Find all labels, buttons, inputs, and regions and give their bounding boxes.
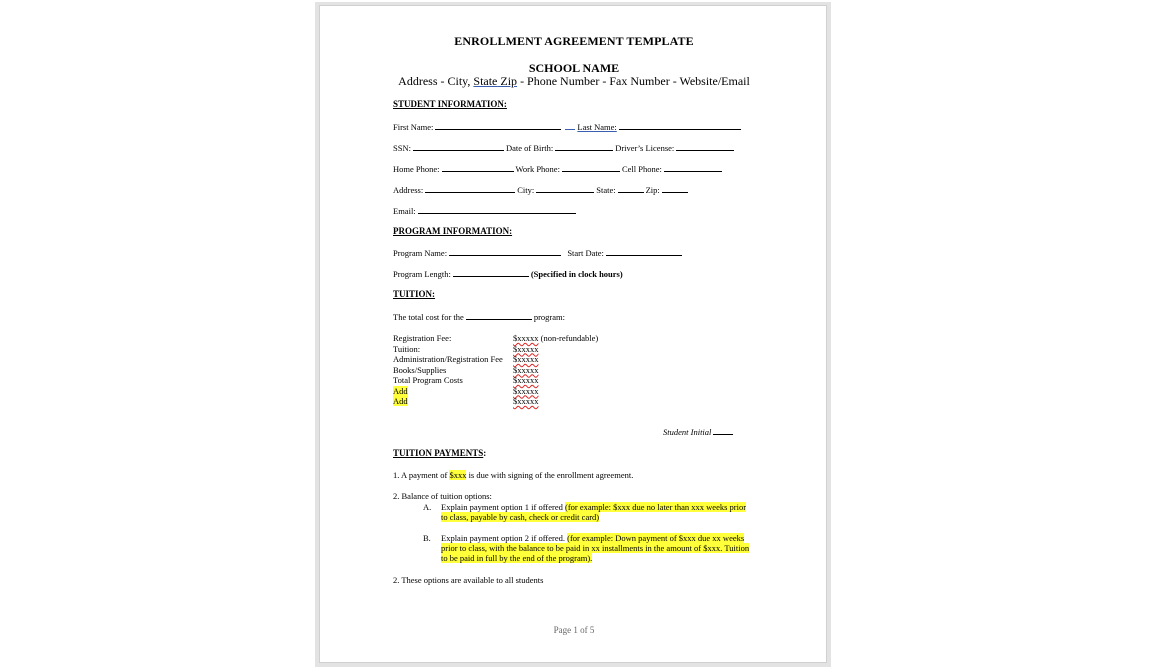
last-name-label: Last Name: (577, 122, 617, 132)
fee-amount-note: (non-refundable) (538, 333, 599, 343)
option-a-description: Explain payment option 1 if offered (441, 502, 566, 512)
program-length-row (393, 269, 623, 279)
work-phone-field[interactable] (562, 164, 620, 172)
document-page (319, 5, 827, 663)
phone-row (393, 164, 724, 174)
fee-label (393, 365, 446, 375)
school-name: SCHOOL NAME (528, 61, 620, 75)
cell-phone-label: Cell Phone: (621, 164, 662, 174)
total-cost-row (393, 312, 565, 322)
home-phone-field[interactable] (442, 164, 514, 172)
option-a-letter: A. (423, 502, 432, 512)
fee-label (393, 354, 503, 364)
fee-label-text: Registration Fee: (393, 333, 452, 343)
address-zip: Zip (497, 74, 518, 88)
tuition-heading: TUITION: (393, 289, 436, 299)
student-initial-label: Student Initial (663, 427, 712, 437)
fee-amount (513, 375, 539, 385)
fee-amount (513, 396, 539, 406)
fee-amount-value: $xxxxx (513, 375, 539, 385)
total-cost-label: The total cost for the (393, 312, 464, 322)
document-title: ENROLLMENT AGREEMENT TEMPLATE (454, 34, 694, 48)
name-separator (565, 122, 575, 130)
fee-amount-value: $xxxxx (513, 343, 539, 354)
address-prefix: Address - City, (398, 74, 474, 88)
program-info-heading: PROGRAM INFORMATION: (393, 226, 513, 236)
option-b-example: (for example: Down payment of $xxx due xx weeks prior to class, with the balance to be paid in xx installments in the amount of $xxx. Tuition to be paid in full by the end of the program). (441, 533, 750, 563)
student-info-heading: STUDENT INFORMATION: (393, 99, 507, 109)
option-b-description: Explain payment option 2 if offered. (441, 533, 568, 543)
email-row (393, 206, 578, 216)
fee-amount-value: $xxxxx (513, 364, 539, 375)
payment-item-1-amount: $xxx (449, 470, 467, 480)
fee-amount (513, 333, 598, 343)
program-name-label: Program Name: (393, 248, 448, 258)
address-label: Address: (393, 185, 424, 195)
tuition-payments-heading-colon: : (483, 448, 487, 458)
page-number: Page 1 of 5 (553, 625, 595, 635)
state-label: State: (596, 185, 616, 195)
payment-item-2: 2. Balance of tuition options: (393, 491, 492, 501)
home-phone-label: Home Phone: (393, 164, 440, 174)
tuition-payments-heading-text: TUITION PAYMENTS (393, 448, 484, 458)
fee-label (393, 386, 408, 396)
fee-amount (513, 386, 539, 396)
student-initial-field[interactable] (713, 427, 733, 435)
ssn-label: SSN: (393, 143, 411, 153)
license-label: Driver’s License: (615, 143, 675, 153)
fee-label-text: Books/Supplies (393, 364, 447, 375)
program-length-note: (Specified in clock hours) (530, 269, 623, 279)
address-field[interactable] (425, 185, 515, 193)
fee-amount-value: $xxxxx (513, 333, 539, 343)
first-name-label: First Name: (393, 122, 434, 132)
last-name-field[interactable] (619, 122, 741, 130)
program-name-field[interactable] (449, 248, 561, 256)
fee-amount (513, 354, 539, 364)
fee-amount-value: $xxxxx (513, 385, 539, 396)
address-suffix: - Phone Number - Fax Number - Website/Email (517, 74, 750, 88)
fee-label-text: Total Program Costs (393, 375, 463, 385)
total-cost-suffix: program: (533, 312, 565, 322)
dob-label: Date of Birth: (505, 143, 554, 153)
state-field[interactable] (618, 185, 644, 193)
program-length-field[interactable] (453, 269, 529, 277)
fee-label-text: Tuition: (393, 343, 421, 354)
fee-amount (513, 344, 539, 354)
fee-amount-value: $xxxxx (513, 396, 539, 406)
fee-label (393, 344, 420, 354)
payment-item-3: 2. These options are available to all students (393, 575, 544, 585)
address-state: State (473, 74, 498, 88)
fee-label-text: Add (393, 385, 408, 396)
student-initial-row (663, 427, 735, 437)
fee-label-text: Administration/Registration Fee (393, 354, 503, 364)
fee-amount-value: $xxxxx (513, 354, 539, 364)
payment-item-1-prefix: 1. A payment of (393, 470, 450, 480)
work-phone-label: Work Phone: (515, 164, 560, 174)
program-length-label: Program Length: (393, 269, 451, 279)
cell-phone-field[interactable] (664, 164, 722, 172)
start-date-field[interactable] (606, 248, 682, 256)
school-address-line (320, 74, 828, 89)
dob-field[interactable] (555, 143, 613, 151)
name-row (393, 122, 743, 132)
zip-field[interactable] (662, 185, 688, 193)
email-label: Email: (393, 206, 416, 216)
zip-label: Zip: (645, 185, 660, 195)
option-a-example: (for example: $xxx due no later than xxx weeks prior to class, payable by cash, check or credit card) (441, 502, 747, 522)
option-b-letter: B. (423, 533, 431, 543)
license-field[interactable] (676, 143, 734, 151)
fee-amount (513, 365, 539, 375)
fee-label (393, 375, 463, 385)
ssn-field[interactable] (413, 143, 504, 151)
total-cost-program-field[interactable] (466, 312, 532, 320)
start-date-label: Start Date: (567, 248, 604, 258)
payment-item-1-suffix: is due with signing of the enrollment agreement. (466, 470, 634, 480)
city-field[interactable] (536, 185, 594, 193)
fee-label (393, 333, 451, 343)
tuition-payments-heading (393, 448, 486, 458)
payment-item-1 (393, 470, 633, 480)
option-b-text (441, 533, 753, 563)
id-row (393, 143, 736, 153)
fee-label-text: Add (393, 396, 408, 406)
fee-label (393, 396, 408, 406)
first-name-field[interactable] (435, 122, 561, 130)
address-row (393, 185, 690, 195)
option-a-text (441, 502, 753, 522)
program-row (393, 248, 684, 258)
email-field[interactable] (418, 206, 576, 214)
city-label: City: (517, 185, 535, 195)
